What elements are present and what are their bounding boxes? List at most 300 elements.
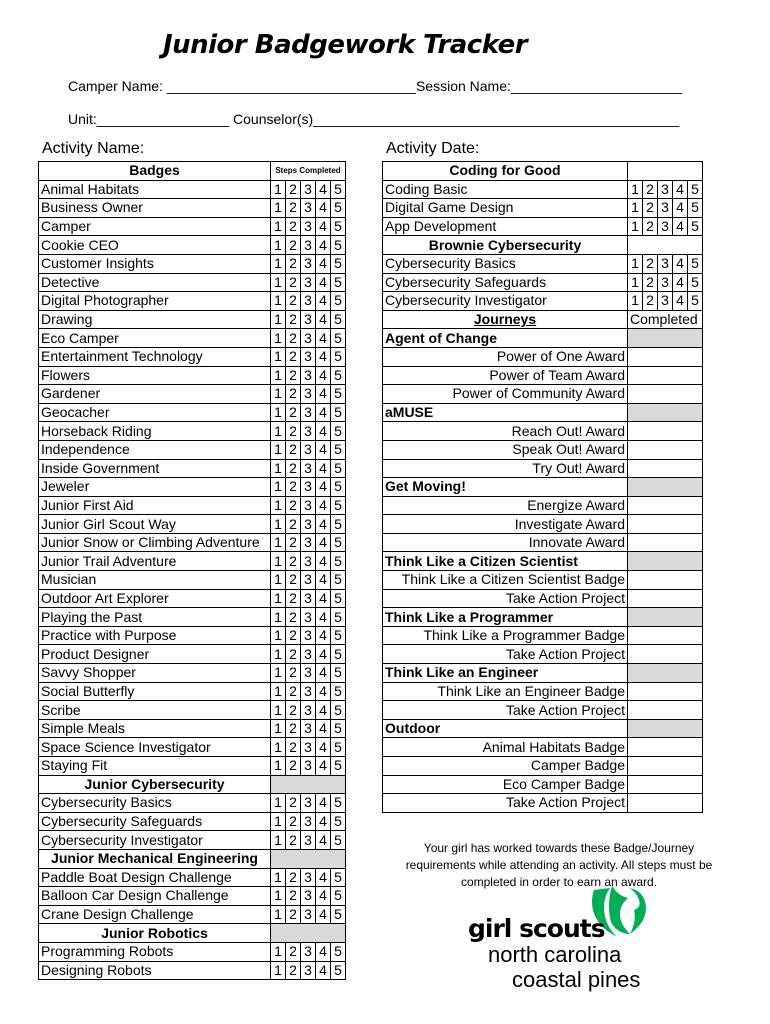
step-1: 1 [271, 310, 286, 329]
step-3: 3 [301, 515, 316, 534]
step-3: 3 [301, 868, 316, 887]
badge-row [39, 738, 346, 757]
award-row [383, 515, 703, 534]
step-3: 3 [301, 533, 316, 552]
step-5: 5 [331, 459, 346, 478]
step-2: 2 [643, 292, 658, 311]
step-2: 2 [286, 645, 301, 664]
badge-row [39, 236, 346, 255]
step-3: 3 [301, 794, 316, 813]
completed-cell [628, 701, 703, 720]
badges-header: Badges [39, 162, 271, 181]
badge-name: Outdoor Art Explorer [39, 589, 271, 608]
badge-name: Horseback Riding [39, 422, 271, 441]
badge-name: Business Owner [39, 199, 271, 218]
badge-name: Product Designer [39, 645, 271, 664]
step-4: 4 [316, 496, 331, 515]
camper-session-line: Camper Name: ________________________________Session Name:______________________ [68, 78, 683, 94]
step-2: 2 [286, 942, 301, 961]
journeys-header-row [383, 310, 703, 329]
badge-name: Cybersecurity Safeguards [39, 812, 271, 831]
step-3: 3 [301, 626, 316, 645]
award-name: Take Action Project [383, 589, 628, 608]
badge-row [39, 887, 346, 906]
activity-name-label: Activity Name: [42, 140, 145, 157]
step-4: 4 [673, 217, 688, 236]
step-3: 3 [301, 236, 316, 255]
award-name: Reach Out! Award [383, 422, 628, 441]
badge-row [39, 757, 346, 776]
step-4: 4 [316, 440, 331, 459]
badge-row [383, 199, 703, 218]
step-5: 5 [688, 254, 703, 273]
badge-name: Animal Habitats [39, 180, 271, 199]
journey-row [383, 552, 703, 571]
step-3: 3 [301, 385, 316, 404]
journey-name: Outdoor [383, 719, 628, 738]
step-3: 3 [301, 887, 316, 906]
step-4: 4 [316, 217, 331, 236]
step-2: 2 [643, 180, 658, 199]
step-1: 1 [271, 589, 286, 608]
step-4: 4 [316, 552, 331, 571]
step-5: 5 [331, 961, 346, 980]
badge-row [39, 292, 346, 311]
step-1: 1 [271, 533, 286, 552]
step-5: 5 [331, 589, 346, 608]
step-5: 5 [331, 236, 346, 255]
award-name: Animal Habitats Badge [383, 738, 628, 757]
brownie-cybersecurity-header-row [383, 236, 703, 255]
group-header: Junior Robotics [39, 924, 271, 943]
award-name: Speak Out! Award [383, 440, 628, 459]
completed-cell [628, 626, 703, 645]
badge-name: Junior First Aid [39, 496, 271, 515]
step-3: 3 [301, 905, 316, 924]
journey-row [383, 478, 703, 497]
step-3: 3 [301, 645, 316, 664]
award-row [383, 366, 703, 385]
step-1: 1 [628, 254, 643, 273]
step-5: 5 [331, 403, 346, 422]
badge-name: Space Science Investigator [39, 738, 271, 757]
step-3: 3 [301, 942, 316, 961]
step-3: 3 [301, 682, 316, 701]
badge-name: Playing the Past [39, 608, 271, 627]
step-1: 1 [271, 515, 286, 534]
award-name: Energize Award [383, 496, 628, 515]
step-4: 4 [316, 199, 331, 218]
step-4: 4 [316, 236, 331, 255]
badge-row [39, 831, 346, 850]
step-5: 5 [688, 217, 703, 236]
award-name: Power of One Award [383, 347, 628, 366]
step-5: 5 [331, 571, 346, 590]
step-5: 5 [688, 199, 703, 218]
step-4: 4 [673, 199, 688, 218]
award-row [383, 626, 703, 645]
journeys-header: Journeys [383, 310, 628, 329]
badge-row [39, 719, 346, 738]
award-row [383, 738, 703, 757]
step-4: 4 [673, 180, 688, 199]
step-5: 5 [331, 887, 346, 906]
badge-name: Designing Robots [39, 961, 271, 980]
completed-header: Completed [628, 310, 703, 329]
step-5: 5 [331, 273, 346, 292]
step-1: 1 [271, 422, 286, 441]
step-5: 5 [331, 645, 346, 664]
step-4: 4 [316, 887, 331, 906]
step-1: 1 [271, 199, 286, 218]
step-5: 5 [688, 180, 703, 199]
badge-name: App Development [383, 217, 628, 236]
coding-for-good-header-row [383, 162, 703, 181]
step-2: 2 [286, 403, 301, 422]
badge-row [39, 533, 346, 552]
badge-row [39, 589, 346, 608]
step-4: 4 [316, 942, 331, 961]
award-row [383, 701, 703, 720]
step-3: 3 [301, 422, 316, 441]
step-4: 4 [316, 961, 331, 980]
step-2: 2 [286, 385, 301, 404]
step-5: 5 [331, 310, 346, 329]
step-4: 4 [316, 571, 331, 590]
badge-name: Cookie CEO [39, 236, 271, 255]
step-2: 2 [286, 794, 301, 813]
step-4: 4 [316, 366, 331, 385]
badge-row [39, 571, 346, 590]
step-2: 2 [286, 961, 301, 980]
step-2: 2 [286, 571, 301, 590]
step-4: 4 [673, 292, 688, 311]
journey-row [383, 608, 703, 627]
step-1: 1 [271, 608, 286, 627]
step-3: 3 [301, 812, 316, 831]
step-5: 5 [331, 385, 346, 404]
step-1: 1 [271, 273, 286, 292]
badge-name: Savvy Shopper [39, 664, 271, 683]
step-4: 4 [316, 608, 331, 627]
step-2: 2 [286, 422, 301, 441]
badge-name: Independence [39, 440, 271, 459]
step-2: 2 [286, 812, 301, 831]
step-4: 4 [316, 738, 331, 757]
award-name: Take Action Project [383, 645, 628, 664]
badge-name: Cybersecurity Investigator [383, 292, 628, 311]
step-1: 1 [271, 961, 286, 980]
step-4: 4 [316, 403, 331, 422]
badge-row [39, 794, 346, 813]
step-2: 2 [286, 905, 301, 924]
step-3: 3 [301, 292, 316, 311]
logo-coastal-pines: coastal pines [512, 967, 641, 992]
coding-for-good-header: Coding for Good [383, 162, 628, 181]
journey-row [383, 403, 703, 422]
badge-row [39, 942, 346, 961]
step-3: 3 [301, 403, 316, 422]
step-2: 2 [286, 199, 301, 218]
step-3: 3 [658, 273, 673, 292]
step-2: 2 [286, 310, 301, 329]
step-1: 1 [271, 812, 286, 831]
step-2: 2 [286, 366, 301, 385]
step-1: 1 [271, 645, 286, 664]
step-3: 3 [301, 180, 316, 199]
award-row [383, 645, 703, 664]
step-5: 5 [331, 608, 346, 627]
step-4: 4 [316, 831, 331, 850]
steps-completed-header: Steps Completed [271, 162, 346, 181]
completed-cell [628, 738, 703, 757]
badge-row [39, 440, 346, 459]
blank-cell [628, 162, 703, 181]
step-4: 4 [316, 812, 331, 831]
step-1: 1 [271, 664, 286, 683]
badge-name: Balloon Car Design Challenge [39, 887, 271, 906]
award-row [383, 589, 703, 608]
step-4: 4 [316, 347, 331, 366]
badge-name: Inside Government [39, 459, 271, 478]
step-3: 3 [301, 199, 316, 218]
step-3: 3 [301, 496, 316, 515]
step-1: 1 [271, 571, 286, 590]
step-2: 2 [286, 217, 301, 236]
step-5: 5 [688, 273, 703, 292]
badge-name: Simple Meals [39, 719, 271, 738]
award-row [383, 757, 703, 776]
group-header-shade [271, 924, 346, 943]
step-1: 1 [628, 180, 643, 199]
step-5: 5 [331, 533, 346, 552]
activity-date-label: Activity Date: [386, 140, 480, 157]
step-5: 5 [331, 440, 346, 459]
badge-row [383, 217, 703, 236]
step-4: 4 [316, 422, 331, 441]
badge-name: Social Butterfly [39, 682, 271, 701]
badge-name: Junior Snow or Climbing Adventure [39, 533, 271, 552]
journey-shade [628, 552, 703, 571]
completed-cell [628, 682, 703, 701]
step-1: 1 [271, 719, 286, 738]
journey-name: Think Like an Engineer [383, 664, 628, 683]
step-3: 3 [658, 254, 673, 273]
badge-name: Customer Insights [39, 254, 271, 273]
step-4: 4 [316, 626, 331, 645]
completed-cell [628, 645, 703, 664]
badge-name: Cybersecurity Basics [383, 254, 628, 273]
step-5: 5 [331, 217, 346, 236]
step-5: 5 [331, 719, 346, 738]
badge-name: Cybersecurity Basics [39, 794, 271, 813]
journey-name: Get Moving! [383, 478, 628, 497]
step-5: 5 [331, 682, 346, 701]
journeys-table [382, 161, 703, 813]
step-1: 1 [271, 329, 286, 348]
journey-shade [628, 664, 703, 683]
step-3: 3 [301, 478, 316, 497]
badge-name: Drawing [39, 310, 271, 329]
step-1: 1 [271, 552, 286, 571]
award-name: Power of Community Award [383, 385, 628, 404]
badge-name: Geocacher [39, 403, 271, 422]
step-3: 3 [301, 440, 316, 459]
badge-name: Gardener [39, 385, 271, 404]
step-2: 2 [286, 719, 301, 738]
step-3: 3 [301, 738, 316, 757]
badge-row [39, 385, 346, 404]
logo-girl-scouts: girl scouts [468, 914, 605, 943]
step-1: 1 [271, 794, 286, 813]
step-1: 1 [271, 385, 286, 404]
step-1: 1 [271, 831, 286, 850]
step-1: 1 [271, 478, 286, 497]
award-row [383, 385, 703, 404]
badge-name: Jeweler [39, 478, 271, 497]
badge-row [39, 459, 346, 478]
group-header-shade [271, 775, 346, 794]
step-2: 2 [286, 440, 301, 459]
journey-row [383, 664, 703, 683]
step-5: 5 [331, 905, 346, 924]
step-3: 3 [301, 273, 316, 292]
step-2: 2 [286, 831, 301, 850]
award-name: Think Like a Programmer Badge [383, 626, 628, 645]
step-3: 3 [301, 961, 316, 980]
step-5: 5 [331, 366, 346, 385]
step-1: 1 [271, 347, 286, 366]
step-5: 5 [331, 496, 346, 515]
step-4: 4 [316, 533, 331, 552]
step-1: 1 [271, 942, 286, 961]
journey-name: Agent of Change [383, 329, 628, 348]
unit-counselor-line: Unit:_________________ Counselor(s)_______________________________________________ [68, 111, 680, 127]
step-4: 4 [316, 310, 331, 329]
step-3: 3 [301, 664, 316, 683]
badge-row [39, 496, 346, 515]
step-5: 5 [331, 515, 346, 534]
step-4: 4 [316, 459, 331, 478]
step-4: 4 [316, 273, 331, 292]
step-2: 2 [286, 608, 301, 627]
award-row [383, 347, 703, 366]
step-1: 1 [271, 868, 286, 887]
step-3: 3 [301, 366, 316, 385]
step-4: 4 [316, 794, 331, 813]
step-3: 3 [658, 292, 673, 311]
badge-row [39, 217, 346, 236]
award-row [383, 440, 703, 459]
step-1: 1 [271, 236, 286, 255]
page-title: Junior Badgework Tracker [162, 30, 528, 60]
step-4: 4 [673, 254, 688, 273]
step-2: 2 [286, 515, 301, 534]
step-5: 5 [331, 347, 346, 366]
step-2: 2 [643, 199, 658, 218]
badge-row [39, 608, 346, 627]
completed-cell [628, 757, 703, 776]
step-3: 3 [301, 347, 316, 366]
logo-north-carolina: north carolina [488, 942, 622, 967]
completed-cell [628, 589, 703, 608]
step-3: 3 [301, 217, 316, 236]
badge-row [39, 626, 346, 645]
badge-row [39, 199, 346, 218]
badge-row [39, 329, 346, 348]
badges-table [38, 161, 346, 980]
step-5: 5 [331, 738, 346, 757]
step-3: 3 [301, 719, 316, 738]
award-name: Take Action Project [383, 701, 628, 720]
badge-name: Digital Game Design [383, 199, 628, 218]
badges-header-row [39, 162, 346, 181]
badge-name: Flowers [39, 366, 271, 385]
journey-shade [628, 403, 703, 422]
step-2: 2 [286, 757, 301, 776]
completed-cell [628, 775, 703, 794]
badge-row [39, 254, 346, 273]
completed-cell [628, 533, 703, 552]
step-4: 4 [316, 757, 331, 776]
step-5: 5 [331, 701, 346, 720]
step-4: 4 [316, 478, 331, 497]
step-5: 5 [331, 292, 346, 311]
award-row [383, 775, 703, 794]
award-row [383, 533, 703, 552]
step-2: 2 [643, 217, 658, 236]
completion-note: Your girl has worked towards these Badge/Journey requirements while attending an activity. All steps must be completed in order to earn an award. [405, 841, 713, 889]
award-name: Innovate Award [383, 533, 628, 552]
badge-row [39, 812, 346, 831]
step-4: 4 [316, 701, 331, 720]
award-name: Power of Team Award [383, 366, 628, 385]
badge-row [39, 664, 346, 683]
award-name: Try Out! Award [383, 459, 628, 478]
step-4: 4 [316, 292, 331, 311]
step-5: 5 [331, 478, 346, 497]
journey-shade [628, 608, 703, 627]
step-5: 5 [688, 292, 703, 311]
step-1: 1 [271, 217, 286, 236]
journey-name: Think Like a Citizen Scientist [383, 552, 628, 571]
step-2: 2 [286, 459, 301, 478]
badge-row [39, 347, 346, 366]
group-header-row [39, 775, 346, 794]
journey-name: Think Like a Programmer [383, 608, 628, 627]
group-header-shade [271, 849, 346, 868]
completed-cell [628, 366, 703, 385]
completed-cell [628, 571, 703, 590]
step-5: 5 [331, 812, 346, 831]
step-5: 5 [331, 329, 346, 348]
step-2: 2 [286, 478, 301, 497]
step-1: 1 [271, 738, 286, 757]
step-1: 1 [271, 440, 286, 459]
group-header: Junior Cybersecurity [39, 775, 271, 794]
step-1: 1 [271, 701, 286, 720]
badge-name: Cybersecurity Investigator [39, 831, 271, 850]
award-name: Eco Camper Badge [383, 775, 628, 794]
step-5: 5 [331, 422, 346, 441]
step-2: 2 [643, 273, 658, 292]
step-3: 3 [658, 217, 673, 236]
badge-row [39, 905, 346, 924]
step-2: 2 [286, 664, 301, 683]
award-name: Think Like a Citizen Scientist Badge [383, 571, 628, 590]
step-4: 4 [316, 645, 331, 664]
badge-name: Junior Girl Scout Way [39, 515, 271, 534]
